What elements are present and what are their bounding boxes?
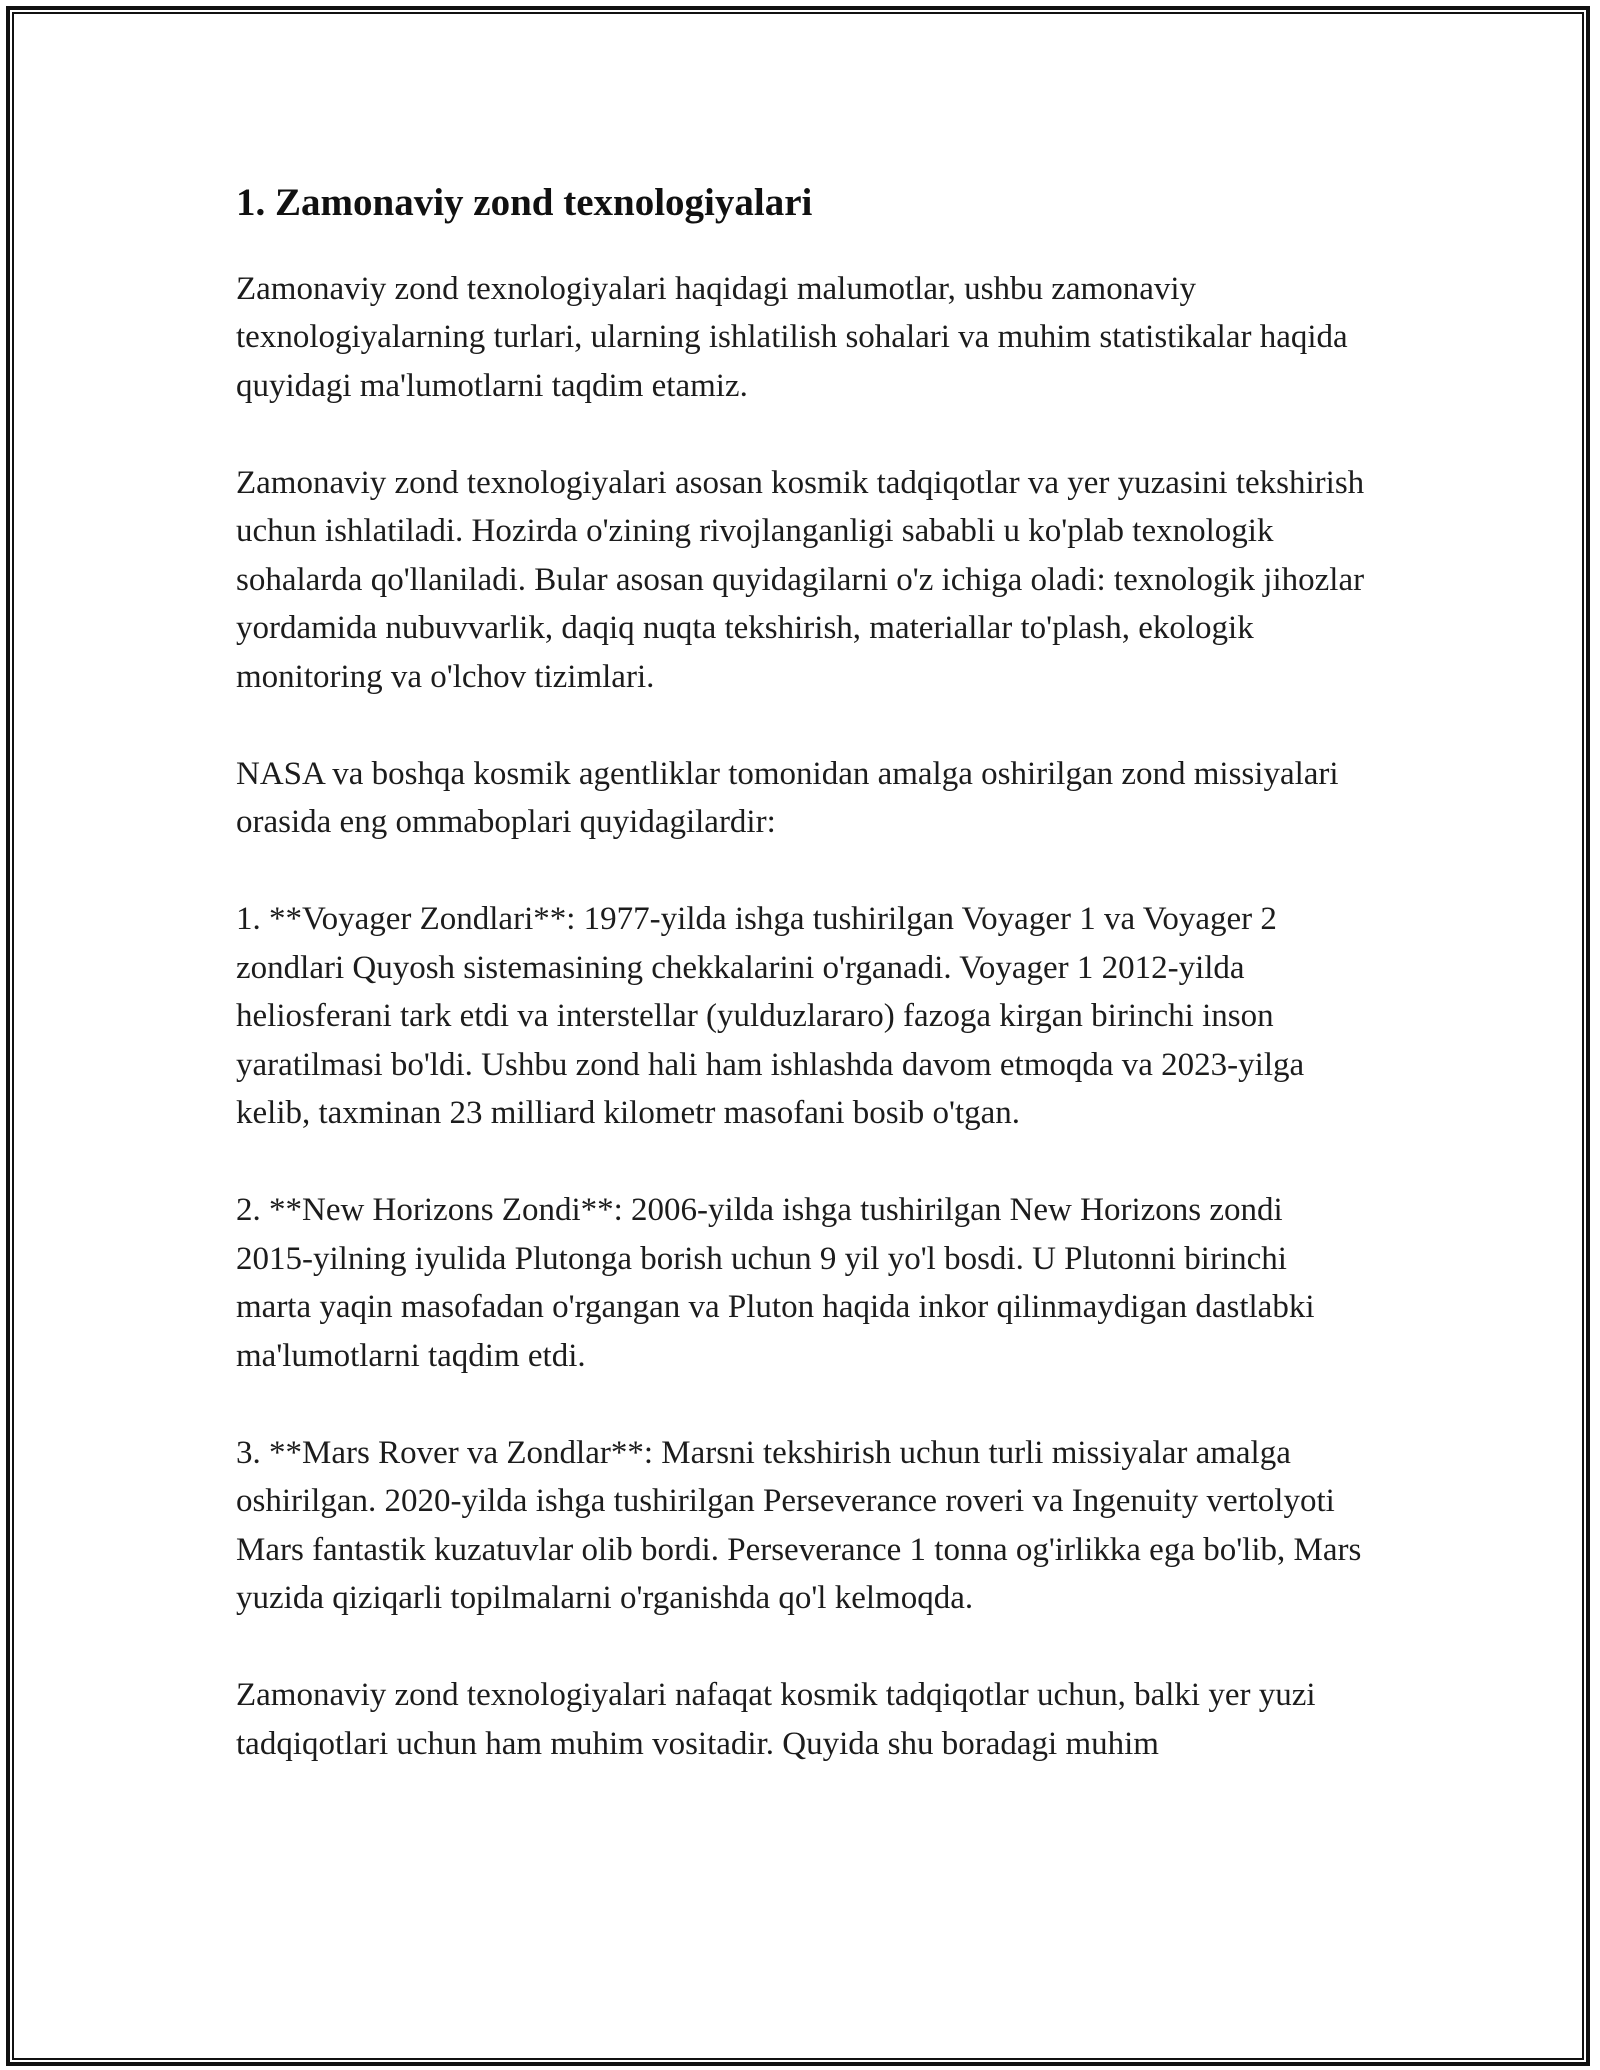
paragraph-usage: Zamonaviy zond texnologiyalari asosan kosmik tadqiqotlar va yer yuzasini tekshirish uchun ishlatiladi. Hozirda o'zining rivojlanganligi sababli u ko'plab texnologik sohalarda qo'llaniladi. Bular asosan quyidagilarni o'z ichiga oladi: texnologik jihozlar yordamida nubuvvarlik, daqiq nuqta tekshirish, materiallar to'plash, ekologik monitoring va o'lchov tizimlari. [236,464,1365,695]
section-heading: 1. Zamonaviy zond texnologiyalari [236,181,813,224]
paragraph-closing: Zamonaviy zond texnologiyalari nafaqat kosmik tadqiqotlar uchun, balki yer yuzi tadqiqotlari uchun ham muhim vositadir. Quyida shu boradagi muhim [236,1677,1316,1762]
paragraph-intro: Zamonaviy zond texnologiyalari haqidagi malumotlar, ushbu zamonaviy texnologiyalarning turlari, ularning ishlatilish sohalari va muhim statistikalar haqida quyidagi ma'lumotlarni taqdim etamiz. [236,270,1348,404]
paragraph-new-horizons: 2. **New Horizons Zondi**: 2006-yilda ishga tushirilgan New Horizons zondi 2015-yilning iyulida Plutonga borish uchun 9 yil yo'l bosdi. U Plutonni birinchi marta yaqin masofadan o'rgangan va Pluton haqida inkor qilinmaydigan dastlabki ma'lumotlarni taqdim etdi. [236,1192,1315,1374]
paragraph-missions-intro: NASA va boshqa kosmik agentliklar tomonidan amalga oshirilgan zond missiyalari orasida eng ommaboplari quyidagilardir: [236,755,1339,841]
paragraph-voyager: 1. **Voyager Zondlari**: 1977-yilda ishga tushirilgan Voyager 1 va Voyager 2 zondlari Quyosh sistemasining chekkalarini o'rganadi. Voyager 1 2012-yilda heliosferani tark etdi va interstellar (yulduzlararo) fazoga kirgan birinchi inson yaratilmasi bo'ldi. Ushbu zond hali ham ishlashda davom etmoqda va 2023-yilga kelib, taxminan 23 milliard kilometr masofani bosib o'tgan. [236,901,1305,1132]
document-body [236,180,1366,1817]
paragraph-mars: 3. **Mars Rover va Zondlar**: Marsni tekshirish uchun turli missiyalar amalga oshirilgan. 2020-yilda ishga tushirilgan Perseverance roveri va Ingenuity vertolyoti Mars fantastik kuzatuvlar olib bordi. Perseverance 1 tonna og'irlikka ega bo'lib, Mars yuzida qiziqarli topilmalarni o'rganishda qo'l kelmoqda. [236,1434,1362,1617]
